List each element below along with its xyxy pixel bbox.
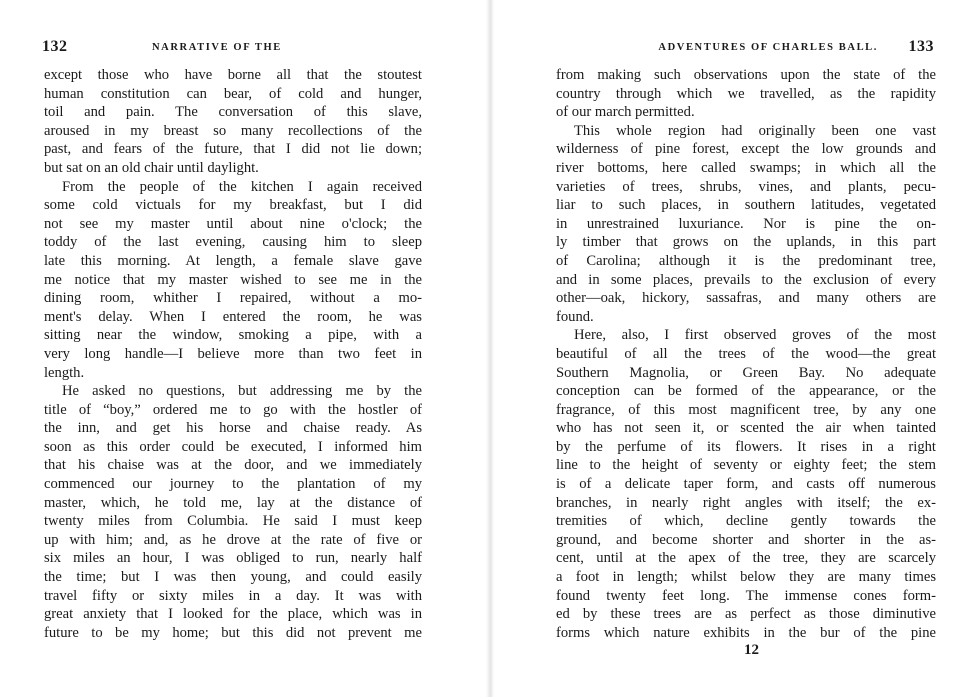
text-line: late this morning. At length, a female slave gave	[44, 252, 422, 269]
text-line: and in some places, prevails to the exclusion of every	[556, 271, 936, 288]
text-line: tremities of which, decline gently towards the	[556, 513, 936, 530]
text-line: very long handle—I believe more than two feet in	[44, 345, 422, 362]
text-line: up with him; and, as he drove at the rate of five or	[44, 531, 422, 548]
left-page-number: 132	[42, 38, 68, 55]
text-line: conception can be formed of the appearance, or the	[556, 383, 936, 400]
text-line: cent, until at the apex of the tree, they are scarcely	[556, 550, 936, 567]
text-line: who has not seen it, or scented the air when tainted	[556, 420, 936, 437]
text-line: found twenty feet long. The immense cones form-	[556, 587, 936, 604]
right-page-text	[556, 66, 936, 642]
text-line: master, which, he told me, lay at the distance of	[44, 494, 422, 511]
text-line: length.	[44, 364, 85, 381]
text-line: great anxiety that I looked for the place, which was in	[44, 606, 422, 623]
text-line: soon as this order could be executed, I informed him	[44, 438, 422, 455]
text-line: He asked no questions, but addressing me by the	[62, 383, 422, 400]
text-line: travel fifty or sixty miles in a day. It was with	[44, 587, 422, 604]
text-line: the time; but I was then young, and could easily	[44, 569, 422, 586]
text-line: title of “boy,” ordered me to go with the hostler of	[44, 401, 422, 418]
text-line: in unrestrained luxuriance. Nor is pine the on-	[556, 215, 936, 232]
text-line: From the people of the kitchen I again received	[62, 178, 422, 195]
text-line: liar to such places, in southern latitudes, vegetated	[556, 197, 936, 214]
text-line: ly timber that grows on the uplands, in this part	[556, 234, 936, 251]
text-line: aroused in my breast so many recollections of the	[44, 122, 422, 139]
text-line: not see my master until about nine o'clock; the	[44, 215, 422, 232]
text-line: but sat on an old chair until daylight.	[44, 159, 259, 176]
text-line: of Carolina; although it is the predominant tree,	[556, 252, 936, 269]
text-line: me notice that my master wished to see me in the	[44, 271, 422, 288]
text-line: Southern Magnolia, or Green Bay. No adequate	[556, 364, 936, 381]
text-line: ment's delay. When I entered the room, he was	[44, 308, 422, 325]
text-line: forms which nature exhibits in the bur of the pine	[556, 624, 936, 641]
text-line: a foot in length; whilst below they are many times	[556, 569, 936, 586]
text-line: past, and fears of the future, that I did not lie down;	[44, 141, 422, 158]
text-line: This whole region had originally been one vast	[574, 122, 936, 139]
signature-mark: 12	[744, 642, 759, 658]
text-line: the inn, and get his horse and chaise ready. As	[44, 420, 422, 437]
left-page-text	[44, 66, 422, 642]
text-line: line to the height of seventy or eighty feet; the stem	[556, 457, 936, 474]
text-line: from making such observations upon the state of the	[556, 67, 936, 83]
text-line: found.	[556, 308, 594, 325]
text-line: except those who have borne all that the stoutest	[44, 67, 422, 83]
right-page	[490, 0, 980, 697]
text-line: other—oak, hickory, sassafras, and many others are	[556, 290, 936, 307]
text-line: commenced our journey to the plantation of my	[44, 476, 422, 493]
text-line: of our march permitted.	[556, 104, 695, 121]
text-line: toddy of the last evening, causing him to sleep	[44, 234, 422, 251]
right-page-number: 133	[908, 38, 934, 55]
text-line: varieties of trees, shrubs, vines, and plants, pecu-	[556, 178, 936, 195]
text-line: dining room, whither I repaired, without a mo-	[44, 290, 422, 307]
text-line: sitting near the window, smoking a pipe, with a	[44, 327, 422, 344]
text-line: twenty miles from Columbia. He said I must keep	[44, 513, 422, 530]
text-line: ground, and become shorter and shorter in the as-	[556, 531, 936, 548]
text-line: six miles an hour, I was obliged to run, nearly half	[44, 550, 422, 567]
text-line: Here, also, I first observed groves of the most	[574, 327, 936, 344]
text-line: branches, in nearly right angles with itself; the ex-	[556, 494, 936, 511]
text-line: human constitution can bear, of cold and hunger,	[44, 85, 422, 102]
text-line: by the perfume of its flowers. It rises in a right	[556, 438, 936, 455]
text-line: is of a delicate taper form, and casts off numerous	[556, 476, 936, 493]
text-line: beautiful of all the trees of the wood—the great	[556, 345, 936, 362]
right-running-head: ADVENTURES OF CHARLES BALL.	[658, 42, 878, 53]
text-line: river bottoms, here called swamps; in which all the	[556, 159, 936, 176]
text-line: country through which we travelled, as the rapidity	[556, 85, 936, 102]
left-running-head: NARRATIVE OF THE	[152, 42, 282, 53]
text-line: that his chaise was at the door, and we immediately	[44, 457, 422, 474]
text-line: toil and pain. The conversation of this slave,	[44, 104, 422, 121]
text-line: wilderness of pine forest, except the low grounds and	[556, 141, 936, 158]
text-line: some cold victuals for my breakfast, but I did	[44, 197, 422, 214]
text-line: fragrance, of this most magnificent tree, by any one	[556, 401, 936, 418]
text-line: ed by these trees are as perfect as those diminutive	[556, 606, 936, 623]
text-line: future to be my home; but this did not prevent me	[44, 624, 422, 641]
